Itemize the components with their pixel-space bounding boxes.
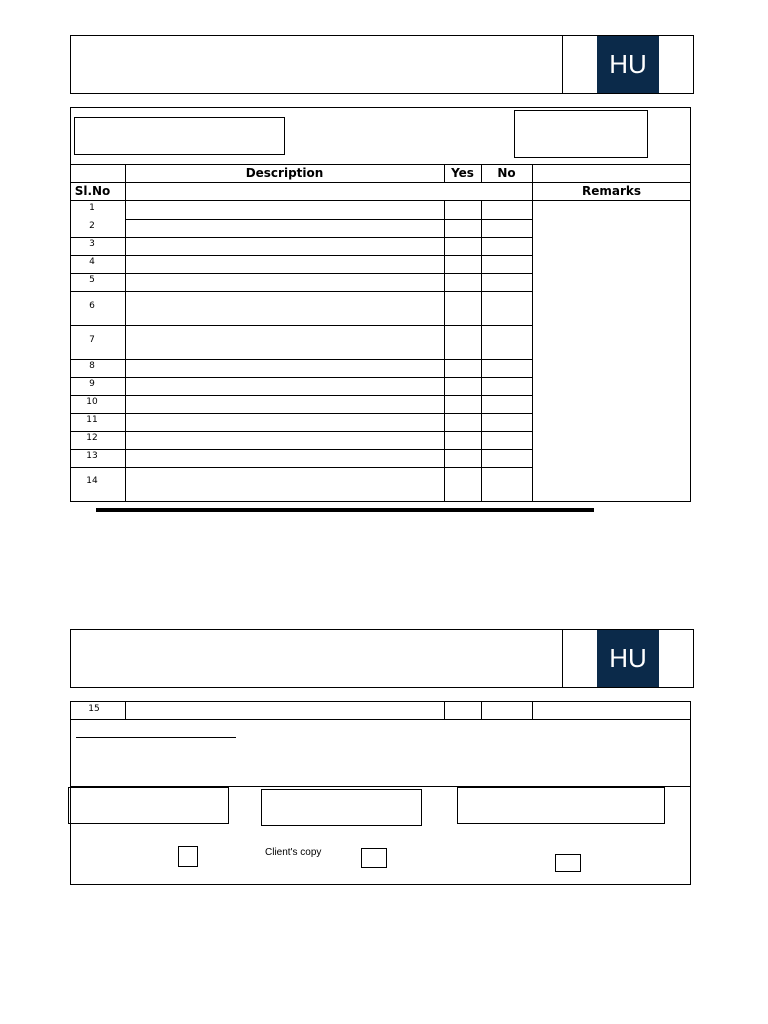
row-number: 14 (86, 476, 98, 486)
top-header-divider (562, 35, 563, 94)
description-header: Description (245, 166, 324, 180)
checkbox[interactable] (178, 846, 198, 867)
row-number: 2 (89, 221, 95, 231)
top-logo (597, 36, 659, 93)
signature-underline (76, 737, 236, 738)
table-col-line (481, 200, 482, 502)
row-number: 6 (89, 301, 95, 311)
row-number: 11 (86, 415, 98, 425)
table-line (70, 273, 532, 274)
table-line (70, 200, 691, 201)
top-logo-text: HU (609, 49, 647, 79)
table-line (70, 359, 532, 360)
row-number: 8 (89, 361, 95, 371)
row-number: 9 (89, 379, 95, 389)
table-line (125, 219, 532, 220)
sl-no-header: Sl.No (74, 184, 111, 198)
clients-copy-checkbox[interactable] (361, 848, 387, 868)
table-col-line (125, 701, 126, 720)
row-number: 12 (86, 433, 98, 443)
row-number: 5 (89, 275, 95, 285)
checkbox[interactable] (555, 854, 581, 872)
code-field-box (514, 110, 648, 158)
bottom-logo (597, 630, 659, 687)
row-number: 3 (89, 239, 95, 249)
table-col-line (532, 701, 533, 720)
table-line (70, 431, 532, 432)
table-line (70, 377, 532, 378)
row-number: 1 (89, 203, 95, 213)
field-box-right (457, 787, 665, 824)
no-header: No (497, 166, 516, 180)
bottom-logo-text: HU (609, 643, 647, 673)
bottom-header-divider (562, 629, 563, 688)
row-number: 13 (86, 451, 98, 461)
table-col-line (481, 701, 482, 720)
table-line (70, 395, 532, 396)
table-line (70, 255, 532, 256)
page-separator (96, 508, 594, 512)
row-15 (70, 701, 691, 720)
row-number: 10 (86, 397, 98, 407)
row-number: 7 (89, 335, 95, 345)
row-number: 15 (88, 704, 100, 714)
table-line (70, 467, 532, 468)
table-col-line (444, 200, 445, 502)
yes-header: Yes (451, 166, 474, 180)
table-line (70, 291, 532, 292)
table-line (70, 237, 532, 238)
table-line (70, 413, 532, 414)
remarks-header: Remarks (581, 184, 642, 198)
row-number: 4 (89, 257, 95, 267)
table-line (70, 325, 532, 326)
field-box-left (68, 787, 229, 824)
table-line (70, 449, 532, 450)
title-field-box (74, 117, 285, 155)
field-box-middle (261, 789, 422, 826)
table-col-line (444, 701, 445, 720)
table-col-line (532, 164, 533, 502)
table-col-line (125, 164, 126, 502)
clients-copy-label: Client's copy (265, 847, 322, 858)
